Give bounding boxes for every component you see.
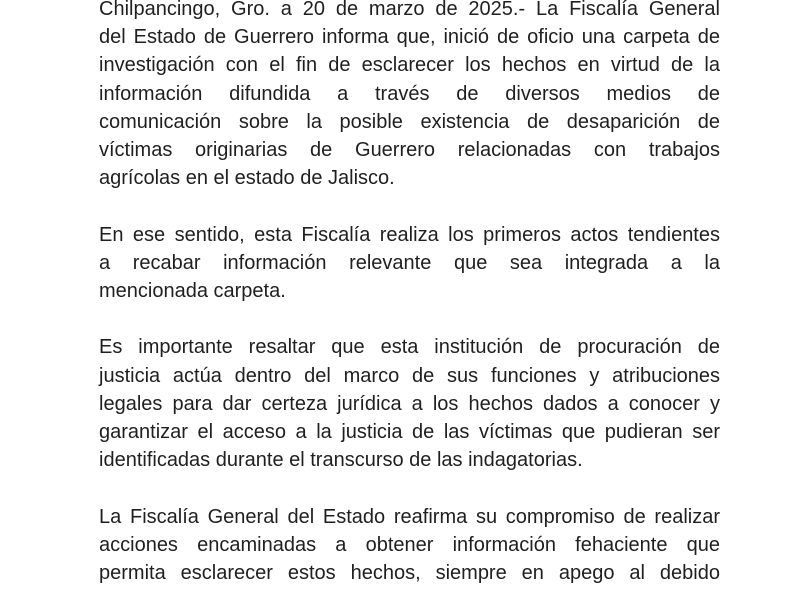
text-line: acciones encaminadas a obtener información fehaciente que <box>99 533 720 556</box>
paragraph-2 <box>99 221 720 306</box>
paragraph-3 <box>99 333 720 474</box>
text-line: investigación con el fin de esclarecer los hechos en virtud de la <box>99 54 720 77</box>
text-line: víctimas originarias de Guerrero relacionadas con trabajos <box>99 139 720 162</box>
text-line: información difundida a través de diversos medios de <box>99 82 720 105</box>
text-line: garantizar el acceso a la justicia de las víctimas que pudieran ser <box>99 421 720 444</box>
text-line: justicia actúa dentro del marco de sus funciones y atribuciones <box>99 364 720 387</box>
text-line: permita esclarecer estos hechos, siempre en apego al debido <box>99 562 720 585</box>
text-line: comunicación sobre la posible existencia de desaparición de <box>99 110 720 133</box>
text-line: La Fiscalía General del Estado reafirma su compromiso de realizar <box>99 505 720 528</box>
text-line: legales para dar certeza jurídica a los hechos dados a conocer y <box>99 392 720 415</box>
text-line: identificadas durante el transcurso de las indagatorias. <box>99 449 583 472</box>
text-line: Chilpancingo, Gro. a 20 de marzo de 2025.- La Fiscalía General <box>99 0 720 20</box>
paragraph-4 <box>99 503 720 588</box>
text-line: Es importante resaltar que esta institución de procuración de <box>99 336 720 359</box>
text-line: agrícolas en el estado de Jalisco. <box>99 167 395 190</box>
text-line: mencionada carpeta. <box>99 280 286 303</box>
paragraph-1 <box>99 0 720 192</box>
text-line: En ese sentido, esta Fiscalía realiza los primeros actos tendientes <box>99 223 720 246</box>
text-line: a recabar información relevante que sea integrada a la <box>99 251 720 274</box>
text-line: del Estado de Guerrero informa que, inició de oficio una carpeta de <box>99 26 720 49</box>
document-body <box>99 0 720 615</box>
